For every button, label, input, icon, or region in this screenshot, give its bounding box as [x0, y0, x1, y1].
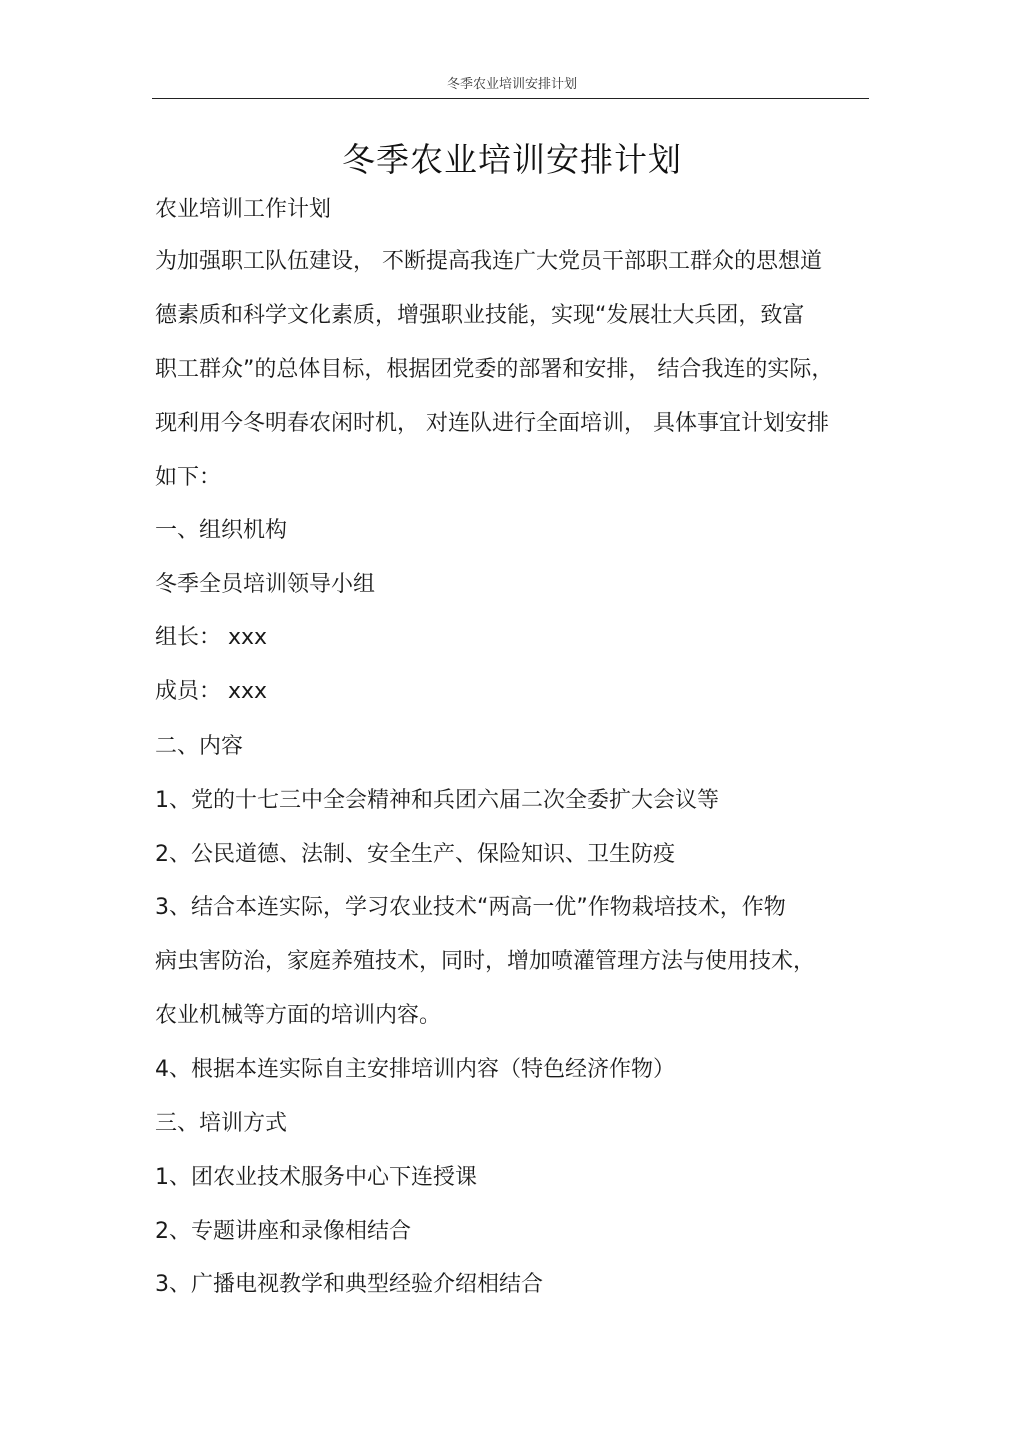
document-title: 冬季农业培训安排计划 [342, 140, 682, 179]
content-item: 农业机械等方面的培训内容。 [155, 1003, 442, 1028]
intro-line: 如下： [155, 465, 222, 490]
section-heading-content: 二、内容 [155, 734, 244, 759]
intro-line: 德素质和科学文化素质，增强职业技能，实现“发展壮大兵团，致富 [155, 303, 805, 328]
document-subtitle: 农业培训工作计划 [155, 197, 332, 222]
running-header: 冬季农业培训安排计划 [446, 77, 577, 92]
header-divider [152, 98, 869, 99]
content-item: 1、党的十七三中全会精神和兵团六届二次全委扩大会议等 [155, 788, 719, 813]
group-leader: 组长： xxx [155, 625, 268, 650]
section-heading-organization: 一、组织机构 [155, 518, 288, 543]
content-item: 病虫害防治，家庭养殖技术，同时，增加喷灌管理方法与使用技术， [155, 949, 816, 974]
content-item: 3、结合本连实际，学习农业技术“两高一优”作物栽培技术，作物 [155, 895, 786, 920]
intro-line: 为加强职工队伍建设， 不断提高我连广大党员干部职工群众的思想道 [155, 249, 822, 274]
method-item: 3、广播电视教学和典型经验介绍相结合 [155, 1272, 543, 1297]
content-item: 4、根据本连实际自主安排培训内容（特色经济作物） [155, 1057, 675, 1082]
intro-line: 现利用今冬明春农闲时机， 对连队进行全面培训， 具体事宜计划安排 [155, 411, 829, 436]
section-heading-method: 三、培训方式 [155, 1111, 288, 1136]
content-item: 2、公民道德、法制、安全生产、保险知识、卫生防疫 [155, 842, 675, 867]
method-item: 2、专题讲座和录像相结合 [155, 1219, 411, 1244]
method-item: 1、团农业技术服务中心下连授课 [155, 1165, 477, 1190]
intro-line: 职工群众”的总体目标，根据团党委的部署和安排， 结合我连的实际， [155, 357, 834, 382]
group-members: 成员： xxx [155, 679, 268, 704]
group-name: 冬季全员培训领导小组 [155, 572, 376, 597]
